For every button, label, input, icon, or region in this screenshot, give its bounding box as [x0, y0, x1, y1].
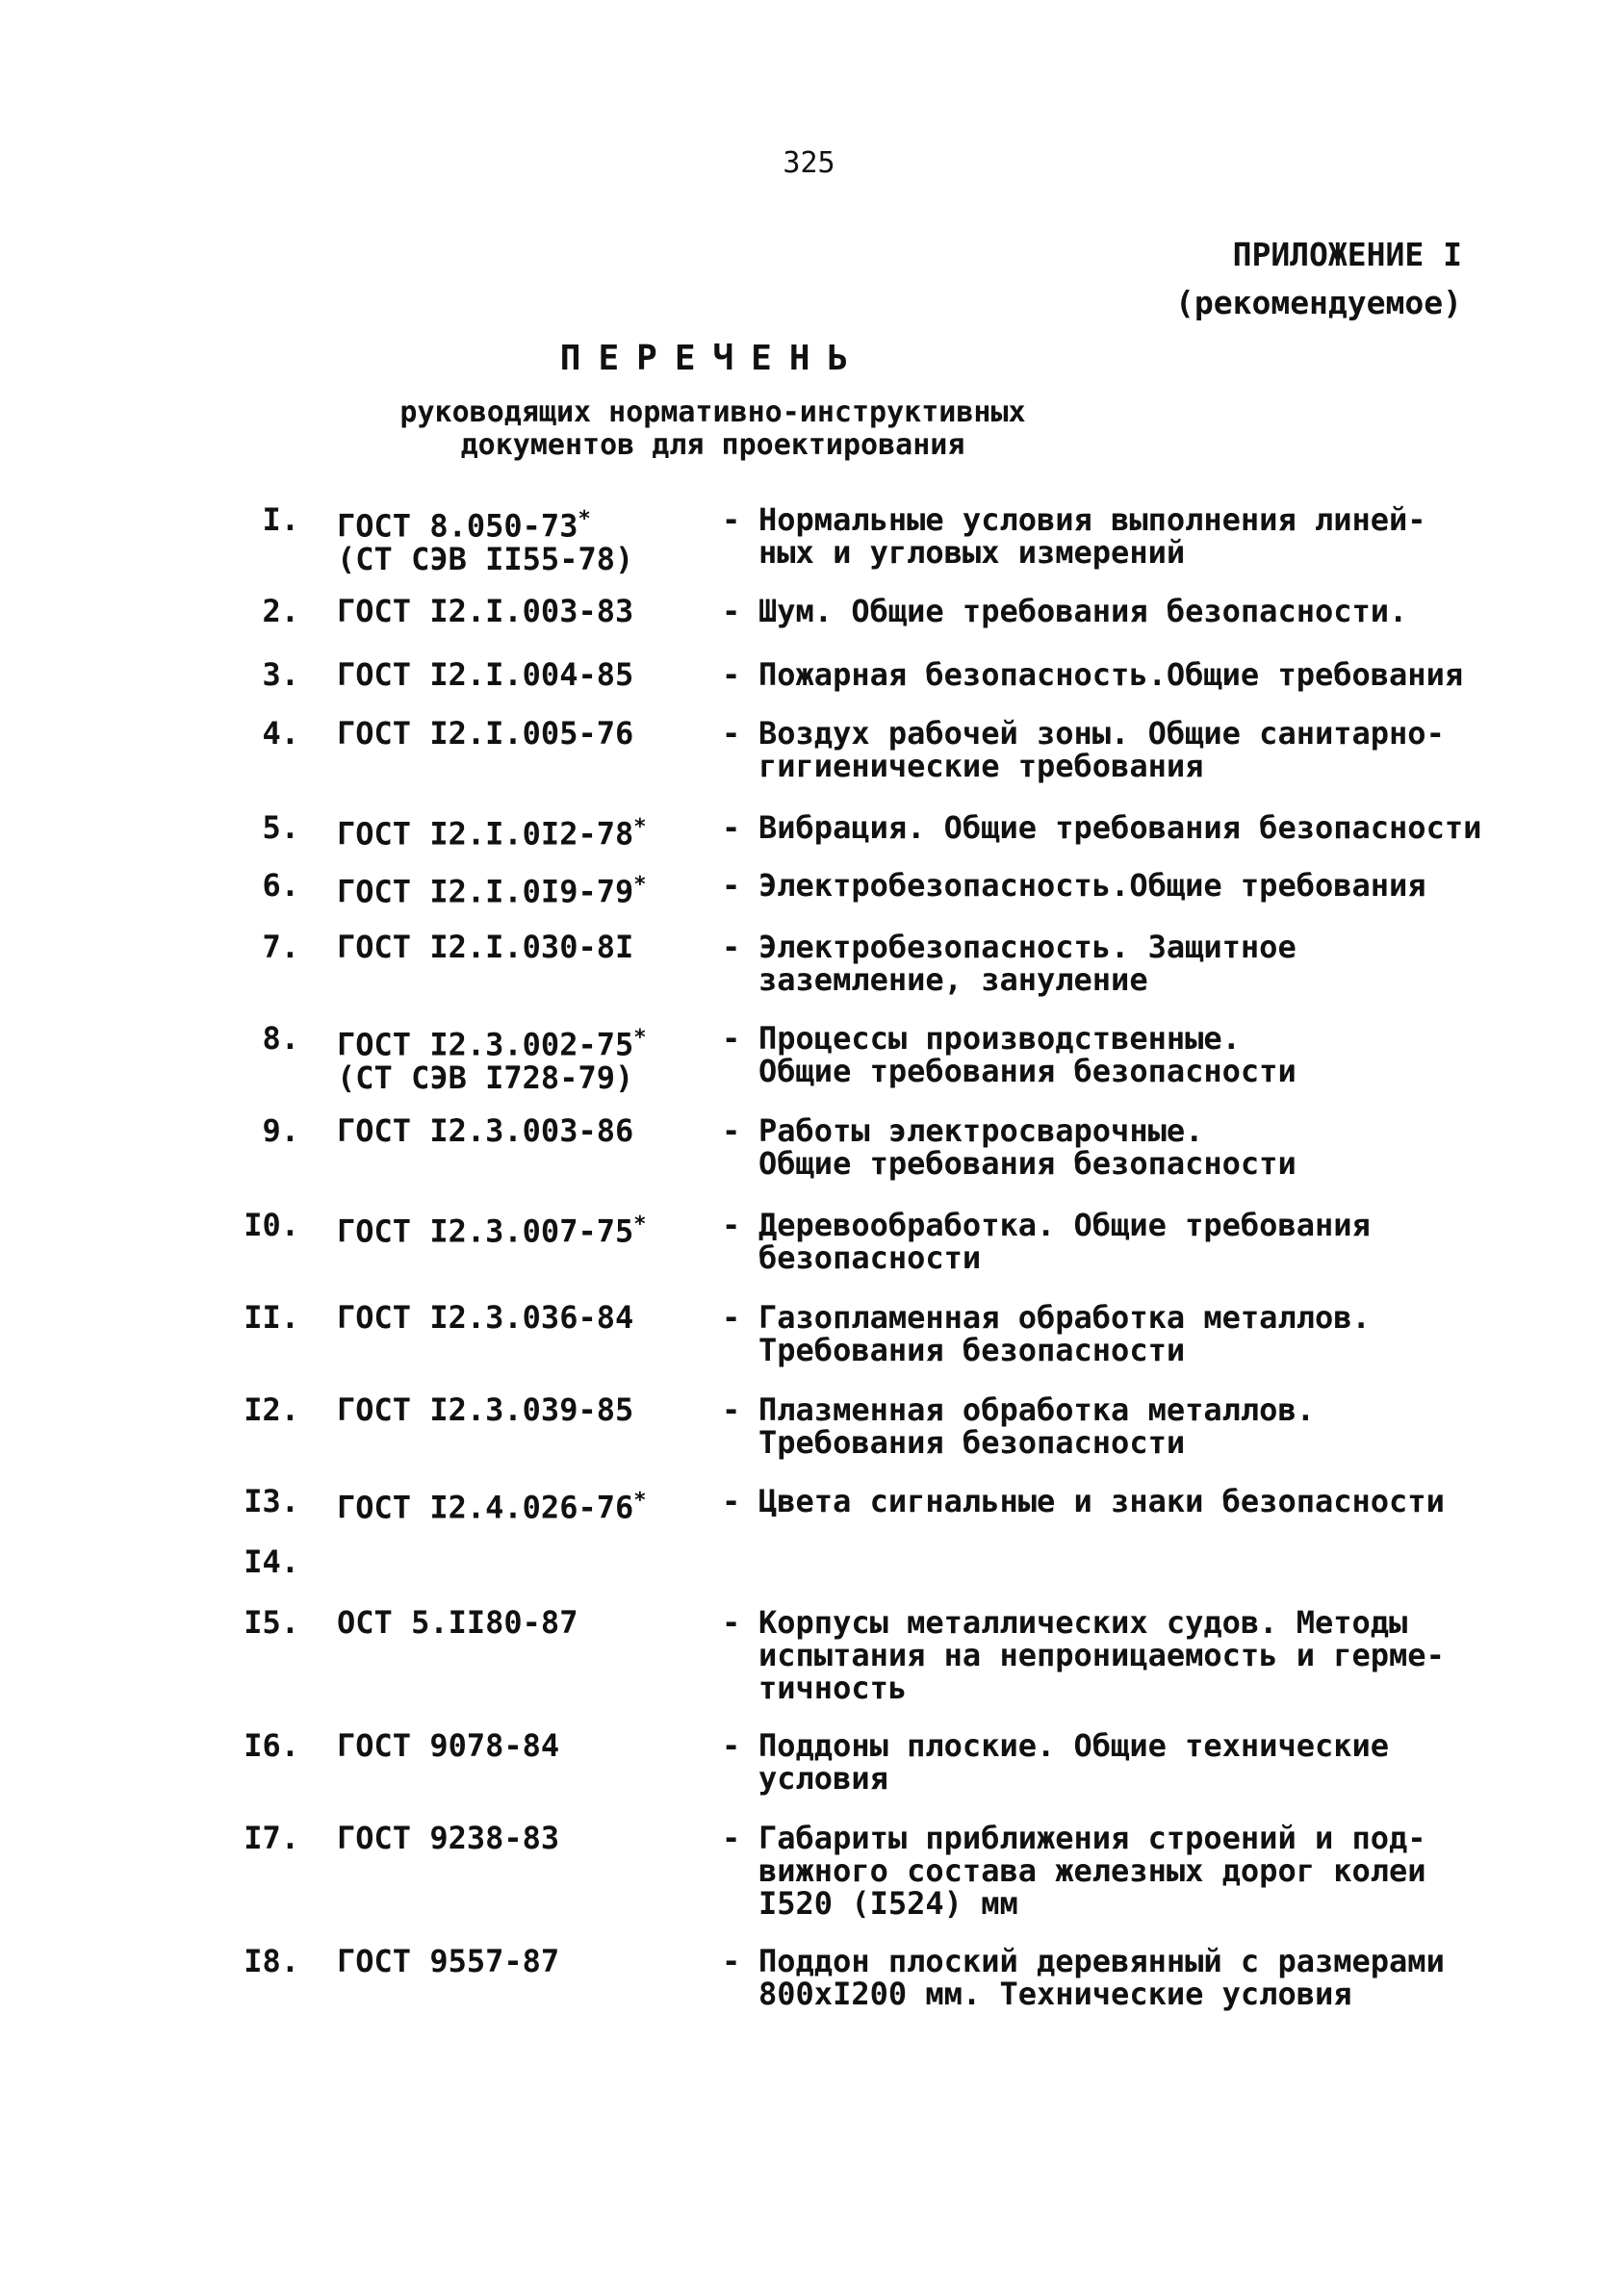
item-document: [337, 1822, 559, 1854]
document-code: ГОСТ I2.I.030-8I: [337, 929, 634, 965]
document-code: ГОСТ I2.3.002-75: [337, 1026, 634, 1063]
item-dash: -: [722, 867, 741, 904]
appendix-title: ПРИЛОЖЕНИЕ I: [1232, 236, 1462, 273]
item-document: [337, 1393, 633, 1426]
item-description: Нормальные условия выполнения линей- ных и угловых измерений: [758, 501, 1426, 571]
document-code: ГОСТ 9078-84: [337, 1727, 560, 1764]
document-code: ГОСТ I2.3.007-75: [337, 1212, 634, 1250]
item-document: [337, 1209, 647, 1248]
document-code: ГОСТ I2.4.026-76: [337, 1489, 634, 1526]
document-heading: ПЕРЕЧЕНЬ: [559, 339, 866, 378]
item-dash: -: [722, 1112, 741, 1149]
item-dash: -: [722, 1299, 741, 1336]
subtitle-line-2: документов для проектирования: [460, 428, 965, 462]
item-description: Пожарная безопасность.Общие требования: [758, 656, 1464, 693]
amendment-mark: *: [633, 1212, 647, 1237]
document-equivalent: (СТ СЭВ I728-79): [337, 1059, 634, 1096]
item-document: [337, 658, 633, 691]
item-number: 4.: [262, 715, 299, 752]
page-number: 325: [783, 146, 835, 180]
amendment-mark: *: [633, 1489, 647, 1513]
document-code: ГОСТ I2.3.003-86: [337, 1112, 634, 1149]
item-dash: -: [722, 1391, 741, 1428]
item-dash: -: [722, 809, 741, 846]
item-description: Поддоны плоские. Общие технические условия: [758, 1727, 1390, 1797]
item-number: II.: [244, 1299, 299, 1336]
document-code: ГОСТ I2.I.005-76: [337, 715, 634, 752]
document-code: ГОСТ I2.I.003-83: [337, 593, 634, 629]
item-number: I7.: [244, 1820, 299, 1856]
item-number: I6.: [244, 1727, 299, 1764]
item-description: Цвета сигнальные и знаки безопасности: [758, 1483, 1445, 1519]
item-number: I2.: [244, 1391, 299, 1428]
item-dash: -: [722, 1820, 741, 1856]
item-description: Габариты приближения строений и под- вижного состава железных дорог колеи I520 (I524) мм: [758, 1820, 1426, 1922]
item-document: [337, 1485, 647, 1524]
item-description: Процессы производственные. Общие требования безопасности: [758, 1020, 1297, 1089]
appendix-note: (рекомендуемое): [1174, 284, 1462, 321]
item-description: Корпусы металлических судов. Методы испытания на непроницаемость и герме- тичность: [758, 1604, 1445, 1706]
item-document: [337, 503, 633, 575]
item-description: Плазменная обработка металлов. Требования безопасности: [758, 1391, 1315, 1461]
item-number: 5.: [262, 809, 299, 846]
item-dash: -: [722, 593, 741, 629]
item-description: Воздух рабочей зоны. Общие санитарно- гигиенические требования: [758, 715, 1445, 784]
item-document: [337, 1022, 647, 1094]
item-dash: -: [722, 1604, 741, 1641]
item-document: [337, 1945, 559, 1977]
item-number: 8.: [262, 1020, 299, 1057]
amendment-mark: *: [633, 815, 647, 839]
item-document: [337, 1301, 633, 1334]
document-equivalent: (СТ СЭВ II55-78): [337, 540, 634, 577]
item-number: 2.: [262, 593, 299, 629]
item-number: I.: [262, 501, 299, 538]
item-dash: -: [722, 1727, 741, 1764]
item-description: Электробезопасность. Защитное заземление, зануление: [758, 929, 1297, 998]
item-document: [337, 595, 633, 627]
item-description: Вибрация. Общие требования безопасности: [758, 809, 1482, 846]
item-dash: -: [722, 929, 741, 965]
item-number: 3.: [262, 656, 299, 693]
item-document: [337, 717, 633, 750]
document-code: ГОСТ I2.3.036-84: [337, 1299, 634, 1336]
item-description: Шум. Общие требования безопасности.: [758, 593, 1408, 629]
amendment-mark: *: [633, 1026, 647, 1050]
item-document: [337, 869, 647, 908]
item-description: Электробезопасность.Общие требования: [758, 867, 1426, 904]
document-code: ГОСТ I2.3.039-85: [337, 1391, 634, 1428]
item-number: I3.: [244, 1483, 299, 1519]
item-number: I5.: [244, 1604, 299, 1641]
item-dash: -: [722, 1483, 741, 1519]
item-description: Деревообработка. Общие требования безопасности: [758, 1207, 1371, 1276]
amendment-mark: *: [578, 507, 591, 531]
document-code: ГОСТ 9238-83: [337, 1820, 560, 1856]
document-code: ОСТ 5.II80-87: [337, 1604, 578, 1641]
item-number: I4.: [244, 1543, 299, 1580]
item-number: I0.: [244, 1207, 299, 1243]
item-description: Поддон плоский деревянный с размерами 800хI200 мм. Технические условия: [758, 1943, 1445, 2012]
item-dash: -: [722, 1207, 741, 1243]
item-document: [337, 1729, 559, 1762]
item-document: [337, 811, 647, 851]
item-number: 7.: [262, 929, 299, 965]
document-code: ГОСТ I2.I.0I2-78: [337, 815, 634, 853]
item-dash: -: [722, 656, 741, 693]
item-dash: -: [722, 501, 741, 538]
document-code: ГОСТ 8.050-73: [337, 507, 578, 545]
document-code: ГОСТ 9557-87: [337, 1943, 560, 1979]
item-dash: -: [722, 715, 741, 752]
item-dash: -: [722, 1943, 741, 1979]
item-document: [337, 931, 633, 963]
item-number: 6.: [262, 867, 299, 904]
document-code: ГОСТ I2.I.004-85: [337, 656, 634, 693]
document-code: ГОСТ I2.I.0I9-79: [337, 873, 634, 910]
item-document: [337, 1606, 578, 1639]
item-dash: -: [722, 1020, 741, 1057]
item-document: [337, 1114, 633, 1147]
amendment-mark: *: [633, 873, 647, 897]
item-number: 9.: [262, 1112, 299, 1149]
item-description: Газопламенная обработка металлов. Требования безопасности: [758, 1299, 1371, 1368]
subtitle-line-1: руководящих нормативно-инструктивных: [399, 395, 1026, 429]
item-description: Работы электросварочные. Общие требования безопасности: [758, 1112, 1297, 1182]
item-number: I8.: [244, 1943, 299, 1979]
